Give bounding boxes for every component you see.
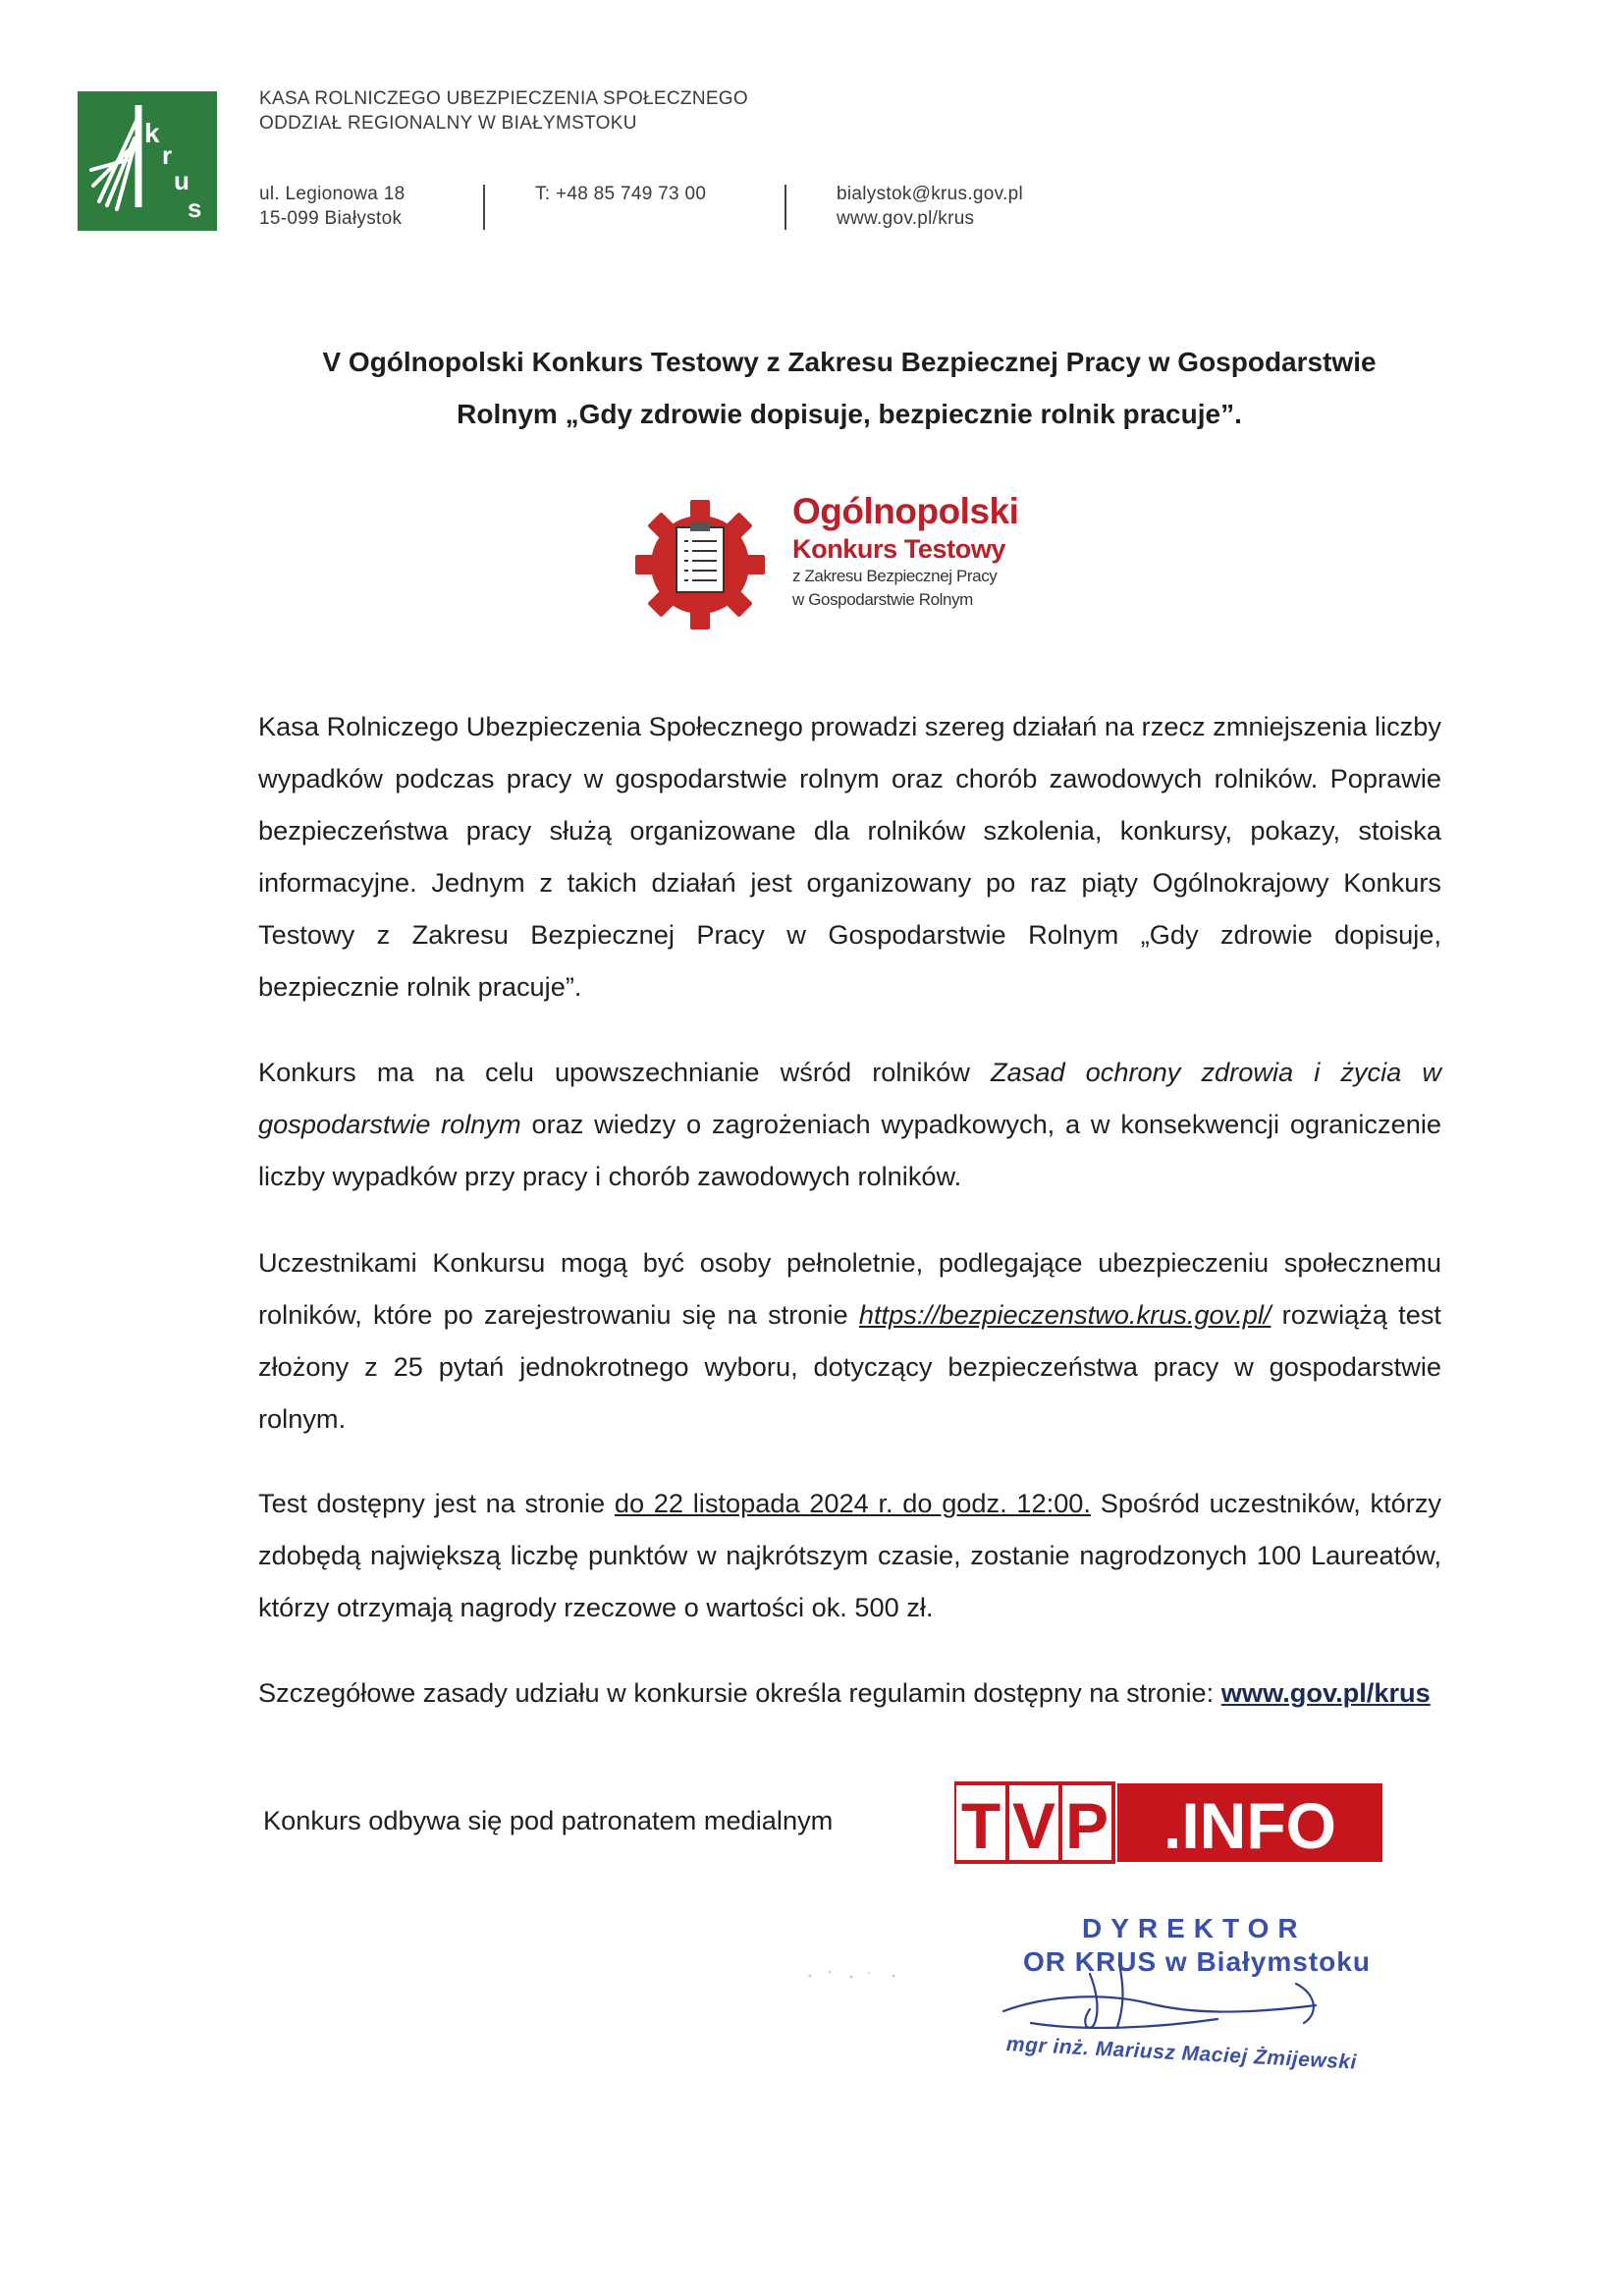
website-link[interactable]: www.gov.pl/krus	[837, 208, 975, 229]
p4-end: Spośród uczestników, którzy zdobędą największą liczbę punktów w najkrótszym czasie, zostanie nagrodzonych 100 Laureatów, którzy otrzymają nagrody rzeczowe o wartości ok. 500 zł.	[258, 1488, 1442, 1622]
svg-text:s: s	[188, 193, 202, 223]
contact-web	[837, 182, 1023, 231]
page-title	[137, 336, 1561, 440]
clipboard-icon	[676, 522, 724, 592]
stamp-title: DYREKTOR	[1082, 1913, 1307, 1943]
p3-end: rozwiążą test złożony z 25 pytań jednokrotnego wyboru, dotyczący bezpieczeństwa pracy w gospodarstwie rolnym.	[258, 1299, 1441, 1434]
p3-start: Uczestnikami Konkursu mogą być osoby pełnoletnie, podlegające ubezpieczeniu społecznemu rolników, które po zarejestrowaniu się na stronie	[258, 1247, 1441, 1330]
p4-start: Test dostępny jest na stronie	[258, 1488, 615, 1518]
contest-logo-line-2: Konkurs Testowy	[792, 534, 1006, 564]
p5-start: Szczegółowe zasady udziału w konkursie określa regulamin dostępny na stronie:	[258, 1677, 1221, 1708]
title-line-2: Rolnym „Gdy zdrowie dopisuje, bezpiecznie rolnik pracuje”.	[457, 399, 1242, 429]
address-line-2: 15-099 Białystok	[259, 208, 403, 229]
contest-logo-text	[792, 490, 1048, 612]
svg-text:r: r	[162, 140, 173, 170]
paragraph-rules	[258, 1667, 1441, 1719]
scan-specks	[800, 1964, 918, 1984]
deadline-text: do 22 listopada 2024 r. do godz. 12:00.	[614, 1488, 1091, 1518]
contest-logo-line-1: Ogólnopolski	[792, 491, 1019, 531]
contest-logo-line-4: w Gospodarstwie Rolnym	[792, 590, 973, 609]
paragraph-participants	[258, 1236, 1441, 1445]
header-divider	[784, 185, 786, 230]
stamp-office: OR KRUS w Białymstoku	[1023, 1946, 1371, 1977]
p2-start: Konkurs ma na celu upowszechnianie wśród rolników	[258, 1057, 992, 1087]
paragraph-goal	[258, 1046, 1441, 1202]
address	[259, 182, 405, 231]
org-line-2: ODDZIAŁ REGIONALNY W BIAŁYMSTOKU	[259, 113, 637, 134]
tvp-info-logo	[954, 1779, 1386, 1868]
org-name	[259, 86, 748, 136]
email-link[interactable]: bialystok@krus.gov.pl	[837, 184, 1023, 204]
logo-letter-k: k	[144, 118, 160, 148]
address-line-1: ul. Legionowa 18	[259, 184, 406, 204]
header-divider	[483, 185, 485, 230]
tvp-suffix: .INFO	[1163, 1789, 1336, 1862]
safety-rules-title: Zasad ochrony zdrowia i życia w gospodarstwie rolnym	[258, 1057, 1441, 1139]
paragraph-deadline	[258, 1477, 1441, 1633]
krus-website-link[interactable]: www.gov.pl/krus	[1220, 1677, 1431, 1708]
tvp-letter-v: V	[1011, 1789, 1056, 1862]
paragraph-patronage: Konkurs odbywa się pod patronatem medialnym	[263, 1805, 834, 1835]
title-line-1: V Ogólnopolski Konkurs Testowy z Zakresu Bezpiecznej Pracy w Gospodarstwie	[322, 347, 1377, 377]
phone-number: T: +48 85 749 73 00	[535, 184, 707, 204]
paragraph-intro: Kasa Rolniczego Ubezpieczenia Społecznego prowadzi szereg działań na rzecz zmniejszenia liczby wypadków podczas pracy w gospodarstwie rolnym oraz chorób zawodowych rolników. Poprawie bezpieczeństwa pracy służą organizowane dla rolników szkolenia, konkursy, pokazy, stoiska informacyjne. Jednym z takich działań jest organizowany po raz piąty Ogólnokrajowy Konkurs Testowy z Zakresu Bezpiecznej Pracy w Gospodarstwie Rolnym „Gdy zdrowie dopisuje, bezpiecznie rolnik pracuje”.	[258, 711, 1441, 1002]
tvp-letter-p: P	[1064, 1789, 1109, 1862]
signer-name: mgr inż. Mariusz Maciej Żmijewski	[1005, 2033, 1358, 2074]
krus-logo	[78, 91, 217, 231]
org-line-1: KASA ROLNICZEGO UBEZPIECZENIA SPOŁECZNEGO	[259, 88, 748, 109]
p2-end: oraz wiedzy o zagrożeniach wypadkowych, a w konsekwencji ograniczenie liczby wypadków przy pracy i chorób zawodowych rolników.	[258, 1109, 1441, 1191]
svg-text:u: u	[174, 166, 189, 195]
contest-logo-line-3: z Zakresu Bezpiecznej Pracy	[792, 567, 998, 585]
tvp-letter-t: T	[960, 1789, 1001, 1862]
registration-link[interactable]: https://bezpieczenstwo.krus.gov.pl/	[858, 1299, 1271, 1330]
